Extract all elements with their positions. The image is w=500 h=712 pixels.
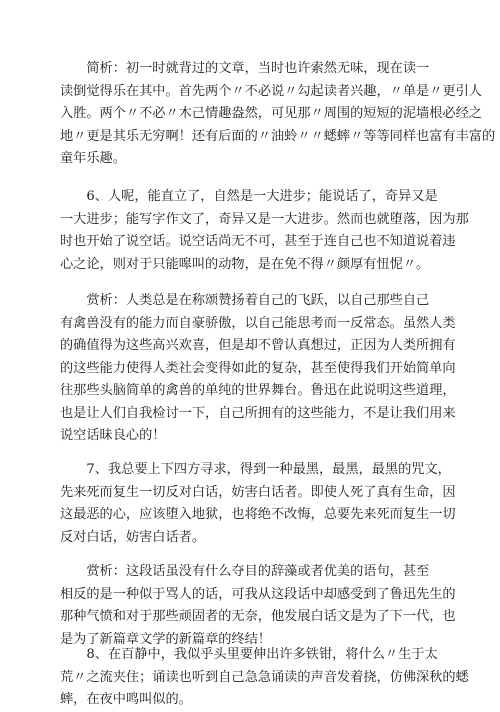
text-line: 荒〃之流夹住；诵读也听到自己急急诵读的声音发着挠，仿佛深秋的蟋 <box>60 669 469 685</box>
text-line: 赏析：人类总是在称颂赞扬着自己的飞跃，以自己那些自己 <box>60 293 430 308</box>
paragraph-quote-6 <box>60 186 469 276</box>
text-line: 入胜。两个〃不必〃木己情趣盎然，可见那〃周围的短短的泥墙根必经之 <box>60 106 482 121</box>
text-line: 也是让人们自我检讨一下，自己所拥有的这些能力，不是让我们用来 <box>60 405 456 421</box>
text-line: 有禽兽没有的能力而自豪骄傲，以自己能思考而一反常态。虽然人类 <box>60 315 456 331</box>
text-line: 8、在百静中，我似乎头里要伸出许多铁钳，将什么〃生于太 <box>60 647 438 662</box>
text-line: 那种气愤和对于那些顽固者的无奈，他发展白话文是为了下一代，也 <box>60 609 456 624</box>
text-line: 简析：初一时就背过的文章，当时也许索然无味，现在读一 <box>60 61 430 76</box>
paragraph-appreciation-6 <box>60 290 456 448</box>
paragraph-analysis-1 <box>60 58 496 171</box>
text-line: 说空话昧良心的！ <box>60 428 166 443</box>
text-line: 6、人呢，能直立了，自然是一大进步；能说话了，奇异又是 <box>60 189 438 204</box>
text-line: 的确值得为这些高兴欢喜，但是却不曾认真想过，正因为人类所拥有 <box>60 338 456 353</box>
text-line: 往那些头脑简单的禽兽的单纯的世界舞台。鲁迅在此说明这些道理， <box>60 383 456 398</box>
text-line: 一大进步；能写字作文了，奇异又是一大进步。然而也就堕落，因为那 <box>60 211 469 227</box>
text-line: 的这些能力使得人类社会变得如此的复杂，甚至使得我们开始简单向 <box>60 360 456 376</box>
text-line: 读倒觉得乐在其中。首先两个〃不必说〃勾起读者兴趣，〃单是〃更引人 <box>60 83 482 99</box>
paragraph-quote-8 <box>60 644 469 712</box>
paragraph-quote-7 <box>60 459 456 549</box>
text-line: 心之论，则对于只能嗥叫的动物，是在免不得〃颜厚有忸怩〃。 <box>60 256 430 272</box>
text-line: 地〃更是其乐无穷啊！还有后面的〃油蛉〃〃蟋蟀〃等等同样也富有丰富的 <box>60 128 496 144</box>
paragraph-appreciation-7 <box>60 561 456 651</box>
text-line: 蟀，在夜中鸣叫似的。 <box>60 692 192 707</box>
text-line: 这最恶的心，应该堕入地狱，也将绝不改悔，总要先来死而复生一切 <box>60 507 456 522</box>
text-line: 是为了新篇章文学的新篇章的终结！ <box>60 631 271 647</box>
text-line: 时也开始了说空话。说空话尚无不可，甚至于连自己也不知道说着违 <box>60 234 456 249</box>
text-line: 反对白话，妨害白话者。 <box>60 529 206 545</box>
text-line: 先来死而复生一切反对白话，妨害白话者。即使人死了真有生命，因 <box>60 484 456 500</box>
text-line: 赏析：这段话虽没有什么夺目的辞藻或者优美的语句，甚至 <box>60 564 430 579</box>
text-line: 7、我总要上下四方寻求，得到一种最黑，最黑，最黑的咒文， <box>60 462 451 477</box>
text-line: 童年乐趣。 <box>60 151 126 166</box>
text-line: 相反的是一种似于骂人的话，可我从这段话中却感受到了鲁迅先生的 <box>60 586 456 602</box>
